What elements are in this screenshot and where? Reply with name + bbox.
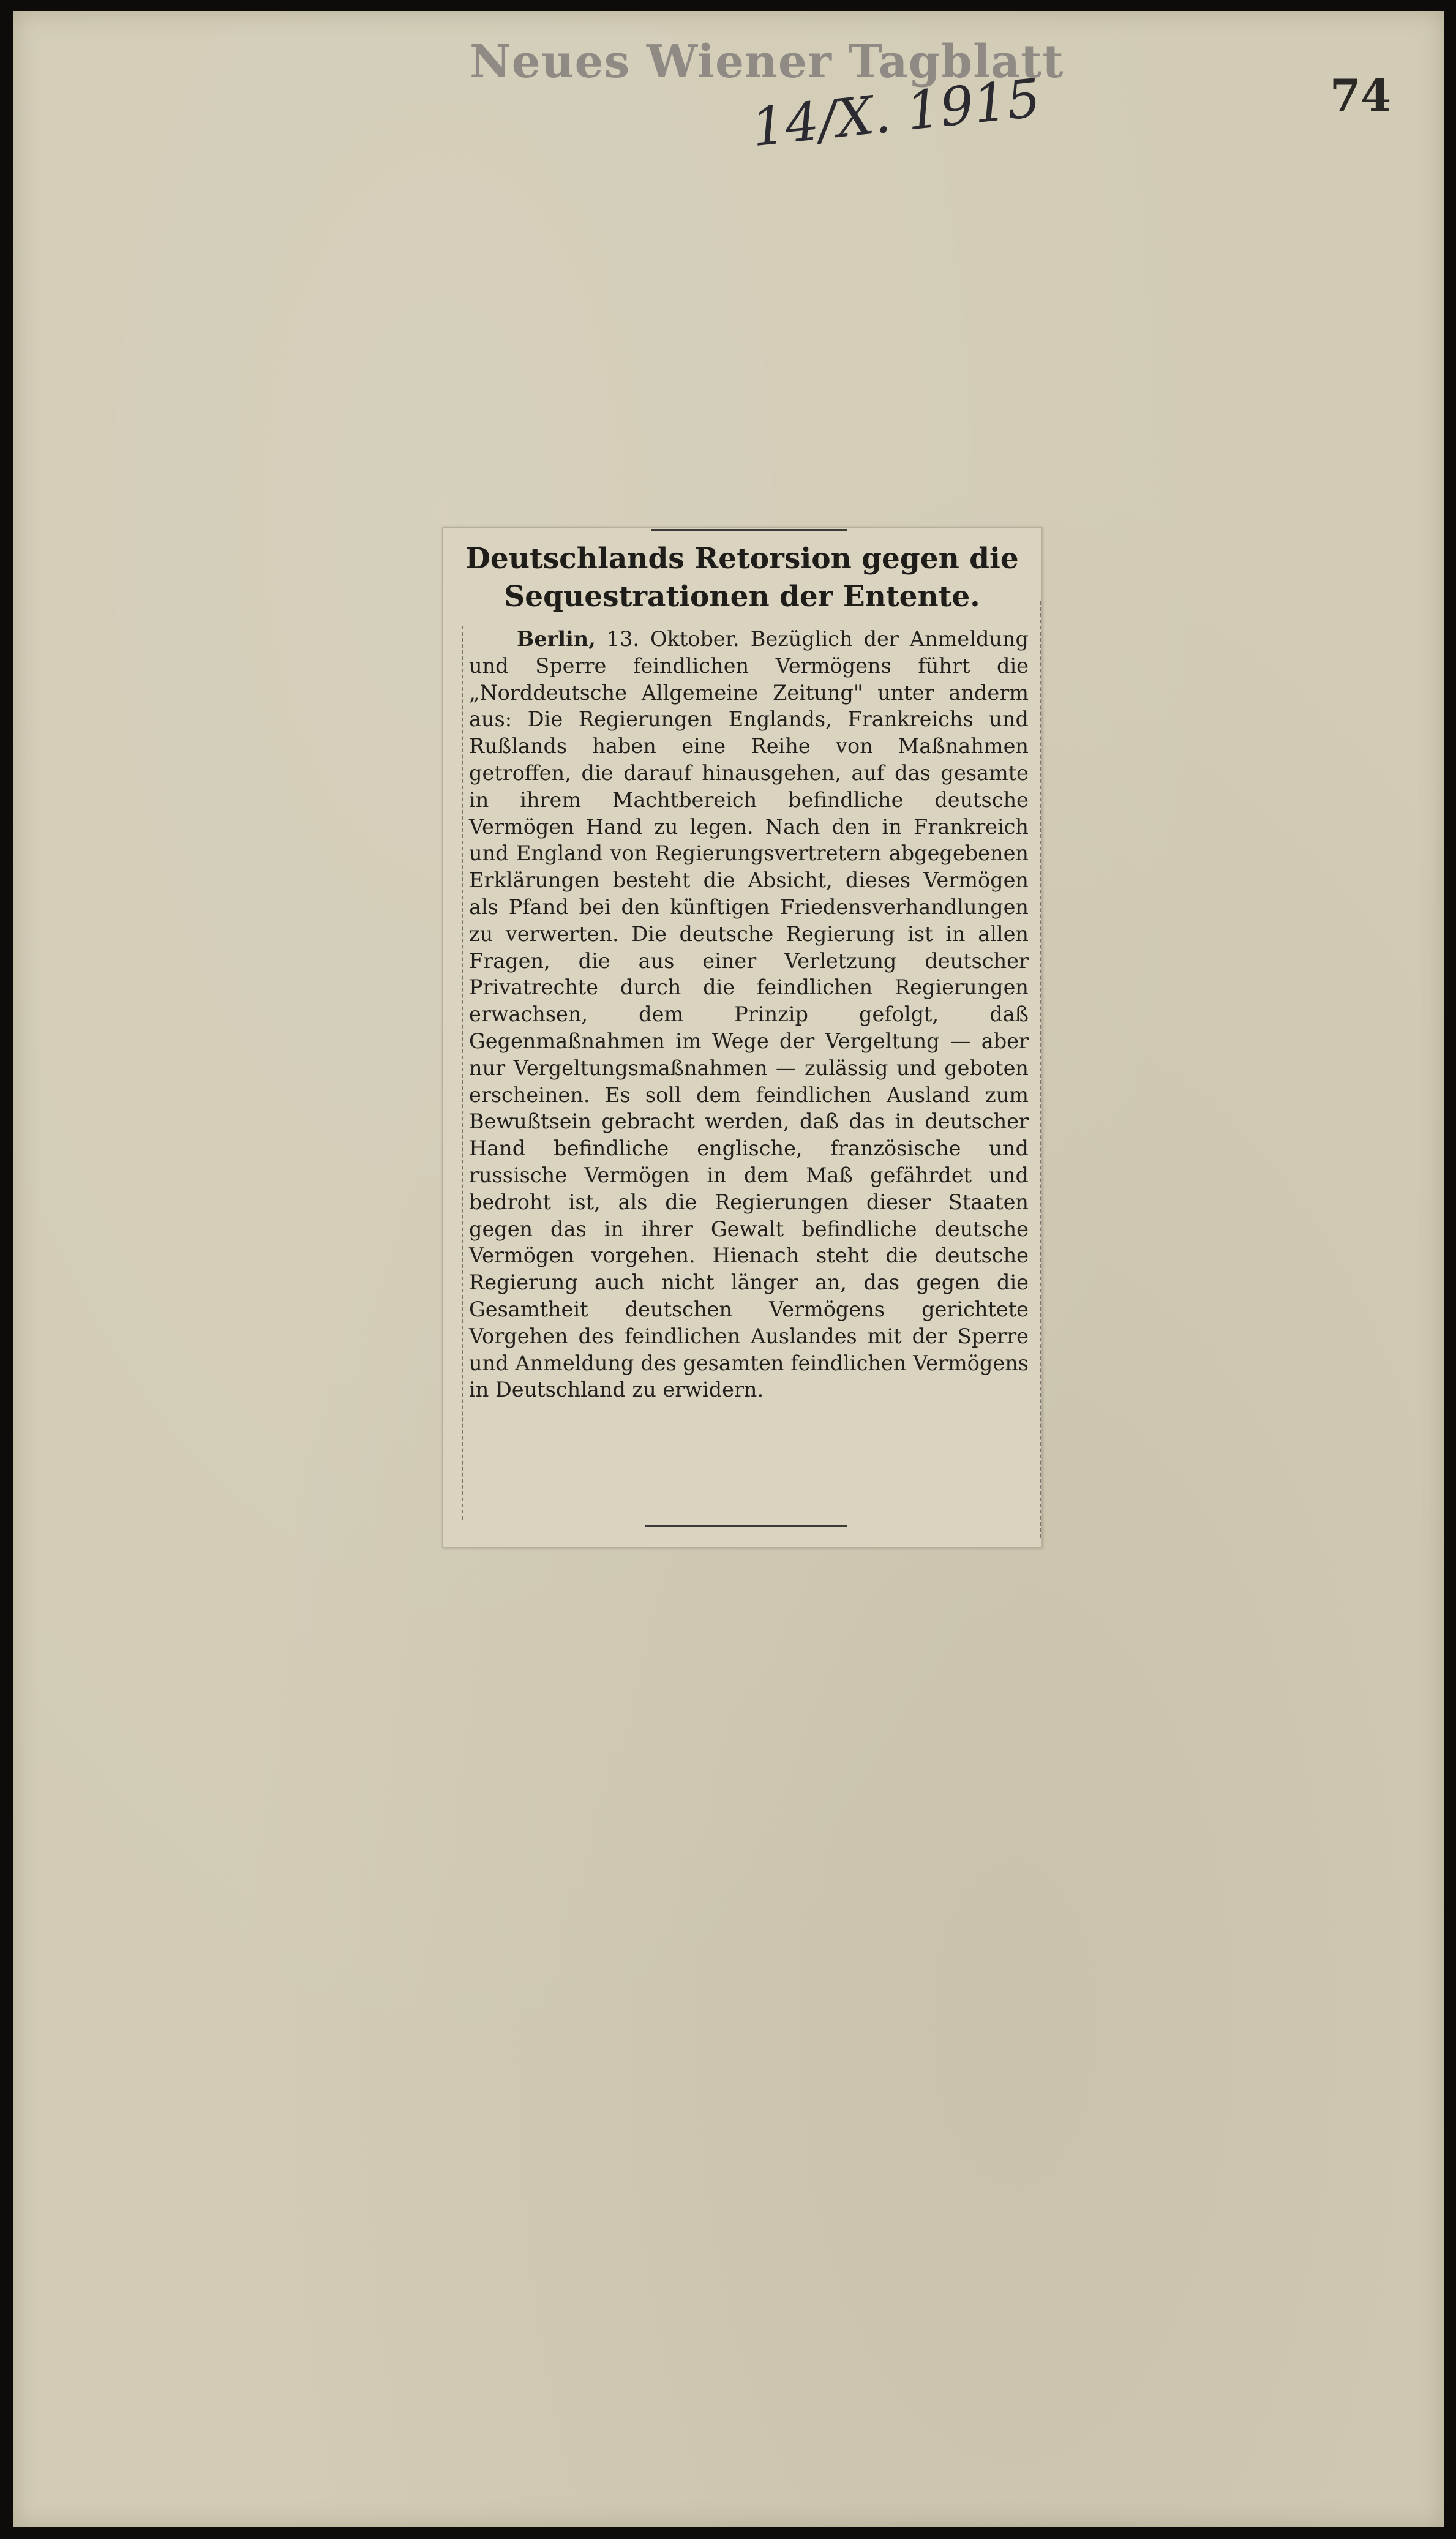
top-rule bbox=[651, 529, 847, 531]
newspaper-clipping bbox=[442, 527, 1042, 1548]
handwritten-date: 14/X. 1915 bbox=[749, 67, 1044, 159]
left-cut-edge bbox=[462, 626, 464, 1520]
article-body bbox=[469, 626, 1029, 1403]
archive-sheet bbox=[13, 11, 1444, 2527]
article-headline bbox=[456, 540, 1029, 616]
article-paragraph bbox=[469, 626, 1029, 1403]
article-dateline: Berlin, bbox=[517, 627, 596, 651]
right-cut-edge bbox=[1040, 601, 1042, 1538]
headline-line-1: Deutschlands Retorsion gegen die bbox=[465, 542, 1019, 576]
newspaper-stamp: Neues Wiener Tagblatt bbox=[470, 36, 1064, 88]
headline-line-2: Sequestrationen der Entente. bbox=[504, 580, 980, 613]
bottom-rule bbox=[645, 1525, 847, 1527]
page-number: 74 bbox=[1329, 69, 1392, 121]
article-text: 13. Oktober. Bezüglich der Anmeldung und Sperre feindlichen Vermögens führt die „Norddeutsche Allgemeine Zeitung" unter anderm aus: Die Regierungen Englands, Frankreichs und Rußlands haben eine Reihe von Maßnahmen getroffen, die darauf hinausgehen, auf das gesamte in ihrem Machtbereich befindliche deutsche Vermögen Hand zu legen. Nach den in Frankreich und England von Regierungsvertretern abgegebenen Erklärungen besteht die Absicht, dieses Vermögen als Pfand bei den künftigen Friedensverhandlungen zu verwerten. Die deutsche Regierung ist in allen Fragen, die aus einer Verletzung deutscher Privatrechte durch die feindlichen Regierungen erwachsen, dem Prinzip gefolgt, daß Gegenmaßnahmen im Wege der Vergeltung — aber nur Vergeltungsmaßnahmen — zulässig und geboten erscheinen. Es soll dem feindlichen Ausland zum Bewußtsein gebracht werden, daß das in deutscher Hand befindliche englische, französische und russische Vermögen in dem Maß gefährdet und bedroht ist, als die Regierungen dieser Staaten gegen das in ihrer Gewalt befindliche deutsche Vermögen vorgehen. Hienach steht die deutsche Regierung auch nicht länger an, das gegen die Gesamtheit deutschen Vermögens gerichtete Vorgehen des feindlichen Auslandes mit der Sperre und Anmeldung des gesamten feindlichen Vermögens in Deutschland zu erwidern. bbox=[469, 627, 1029, 1402]
